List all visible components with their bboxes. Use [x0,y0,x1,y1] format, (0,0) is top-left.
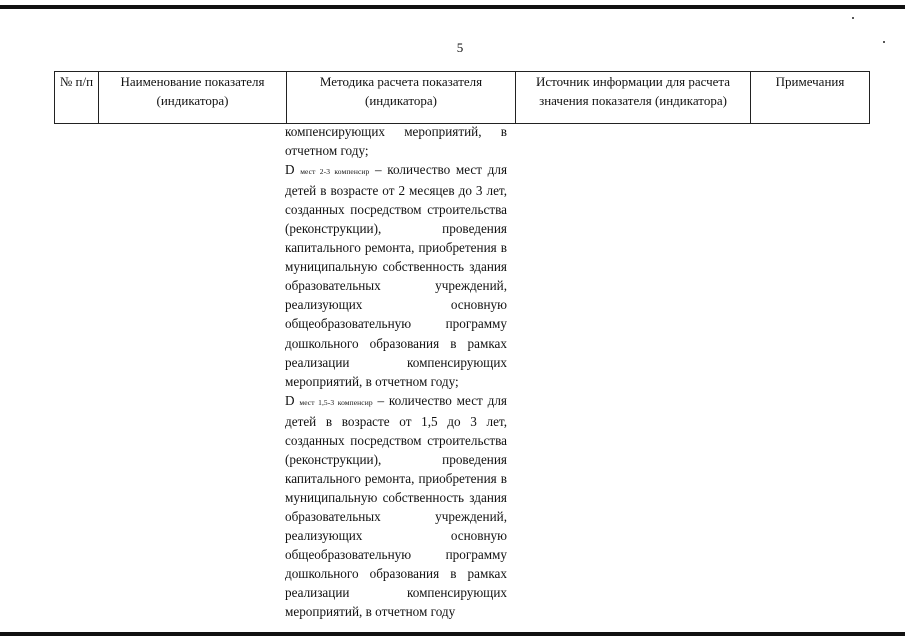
header-number: № п/п [55,72,99,124]
scan-speck [852,17,854,19]
variable-subscript: мест 2-3 компенсир [300,167,370,177]
bottom-border-line [0,632,905,636]
header-information-source: Источник информации для расчета значения показателя (индикатора) [516,72,751,124]
header-notes: Примечания [751,72,870,124]
method-paragraph: компенсирующих мероприятий, в отчетном году; [285,124,507,159]
variable-subscript: мест 1,5-3 компенсир [299,397,373,407]
variable-description: – количество мест для детей в возрасте от 2 месяцев до 3 лет, созданных посредством строительства (реконструкции), проведения капитального ремонта, приобретения в муниципальную собственность здания образовательных учреждений, реализующих основную общеобразовательную программу дошкольного образования в рамках реализации компенсирующих мероприятий, в отчетном году; [285,162,508,389]
variable-symbol: D [285,392,295,408]
page-number: 5 [456,40,464,55]
variable-symbol: D [285,162,295,178]
header-indicator-name: Наименование показателя (индикатора) [99,72,287,124]
top-border-line [0,5,905,9]
variable-definition-2-3 [285,160,507,391]
header-calculation-method: Методика расчета показателя (индикатора) [287,72,516,124]
variable-definition-1-5-3 [285,391,507,622]
header-row [55,72,870,124]
calculation-method-text [285,122,507,621]
header-table [54,71,870,124]
variable-description: – количество мест для детей в возрасте от 1,5 до 3 лет, созданных посредством строительства (реконструкции), проведения капитального ремонта, приобретения в муниципальную собственность здания образовательных учреждений, реализующих основную общеобразовательную программу дошкольного образования в рамках реализации компенсирующих мероприятий, в отчетном году [285,392,507,620]
